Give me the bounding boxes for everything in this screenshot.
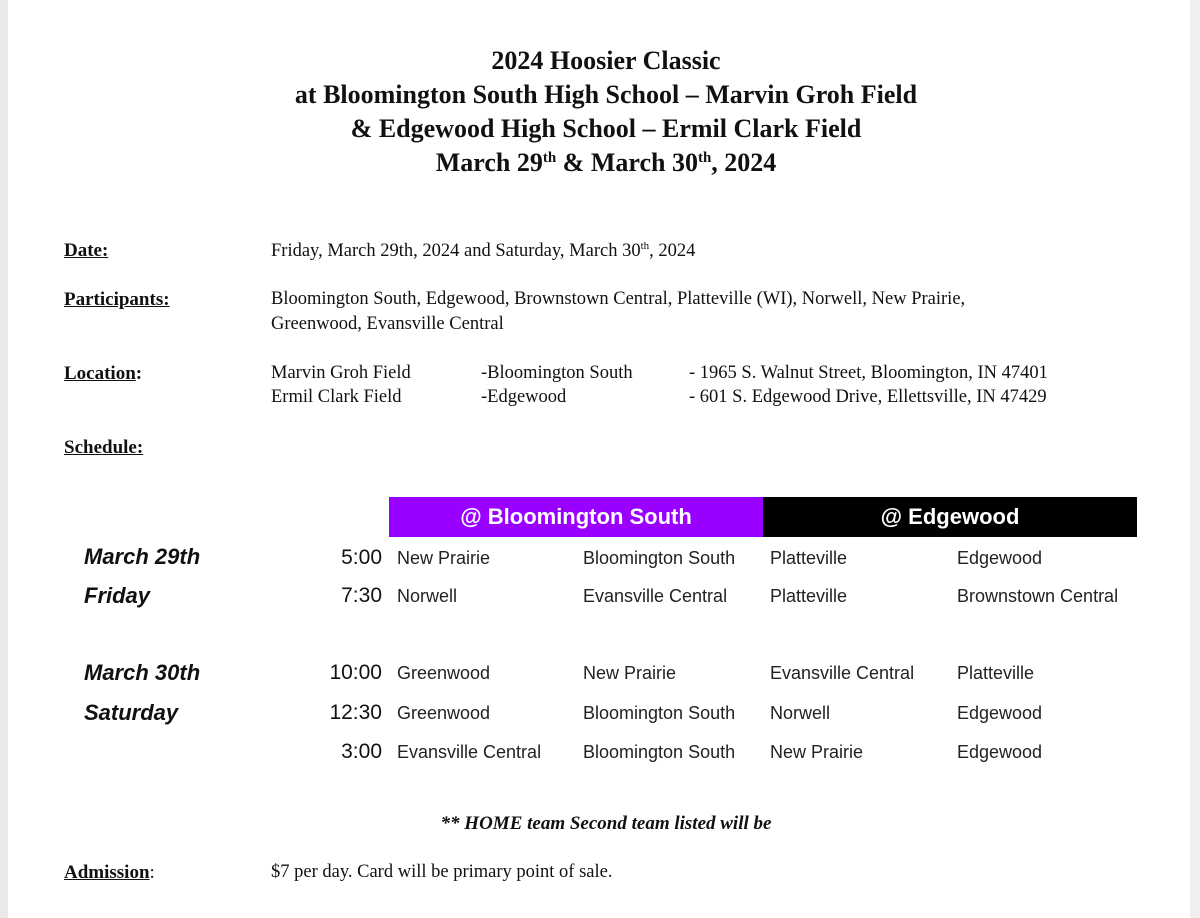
game-3-bs-home: New Prairie xyxy=(583,663,677,683)
admission-value: $7 per day. Card will be primary point of sale. xyxy=(271,862,613,882)
title-line-3: & Edgewood High School – Ermil Clark Field xyxy=(350,114,862,143)
game-4-bs-home: Bloomington South xyxy=(583,703,736,723)
day-2-date: March 30th xyxy=(84,660,201,685)
game-2-eg-away: Platteville xyxy=(770,586,848,606)
schedule-label: Schedule: xyxy=(64,437,144,458)
game-5-bs-away: Evansville Central xyxy=(397,742,542,762)
game-4-bs-away: Greenwood xyxy=(397,703,491,723)
title-line-2: at Bloomington South High School – Marvin Groh Field xyxy=(294,80,918,109)
game-5-eg-away: New Prairie xyxy=(770,742,864,762)
participants-line-2: Greenwood, Evansville Central xyxy=(271,314,504,334)
game-3-eg-away: Evansville Central xyxy=(770,663,915,683)
location-school-1: -Bloomington South xyxy=(481,363,633,383)
game-3-eg-home: Platteville xyxy=(957,663,1035,683)
game-2-time: 7:30 xyxy=(341,584,382,607)
game-5-bs-home: Bloomington South xyxy=(583,742,736,762)
participants-label: Participants: xyxy=(64,289,170,310)
game-1-bs-home: Bloomington South xyxy=(583,548,736,568)
game-1-eg-away: Platteville xyxy=(770,548,848,568)
title-line-1: 2024 Hoosier Classic xyxy=(491,46,721,75)
game-3-bs-away: Greenwood xyxy=(397,663,491,683)
game-1-time: 5:00 xyxy=(341,546,382,569)
game-1-eg-home: Edgewood xyxy=(957,548,1043,568)
game-2-bs-home: Evansville Central xyxy=(583,586,728,606)
game-4-time: 12:30 xyxy=(329,701,382,724)
document-title xyxy=(0,44,1200,180)
home-team-note: ** HOME team Second team listed will be xyxy=(440,813,772,834)
game-5-eg-home: Edgewood xyxy=(957,742,1043,762)
title-line-4: March 29th & March 30th, 2024 xyxy=(435,148,777,177)
participants-line-1: Bloomington South, Edgewood, Brownstown Central, Platteville (WI), Norwell, New Prairie, xyxy=(271,289,966,309)
game-3-time: 10:00 xyxy=(329,661,382,684)
game-2-bs-away: Norwell xyxy=(397,586,458,606)
game-5-time: 3:00 xyxy=(341,740,382,763)
edgewood-header: @ Edgewood xyxy=(763,497,1137,537)
location-address-2: - 601 S. Edgewood Drive, Ellettsville, IN 47429 xyxy=(689,387,1047,407)
location-label: Location: xyxy=(64,363,143,384)
bloomington-south-header: @ Bloomington South xyxy=(389,497,763,537)
location-school-2: -Edgewood xyxy=(481,387,567,407)
date-label: Date: xyxy=(64,240,109,261)
date-value: Friday, March 29th, 2024 and Saturday, March 30th, 2024 xyxy=(271,240,696,261)
admission-label: Admission: xyxy=(64,862,155,883)
game-4-eg-away: Norwell xyxy=(770,703,831,723)
day-1-weekday: Friday xyxy=(84,583,151,608)
game-1-bs-away: New Prairie xyxy=(397,548,491,568)
day-1-date: March 29th xyxy=(84,544,201,569)
game-2-eg-home: Brownstown Central xyxy=(957,586,1119,606)
location-field-1: Marvin Groh Field xyxy=(271,363,411,383)
day-2-weekday: Saturday xyxy=(84,700,179,725)
game-4-eg-home: Edgewood xyxy=(957,703,1043,723)
location-field-2: Ermil Clark Field xyxy=(271,387,402,407)
location-address-1: - 1965 S. Walnut Street, Bloomington, IN 47401 xyxy=(689,363,1048,383)
